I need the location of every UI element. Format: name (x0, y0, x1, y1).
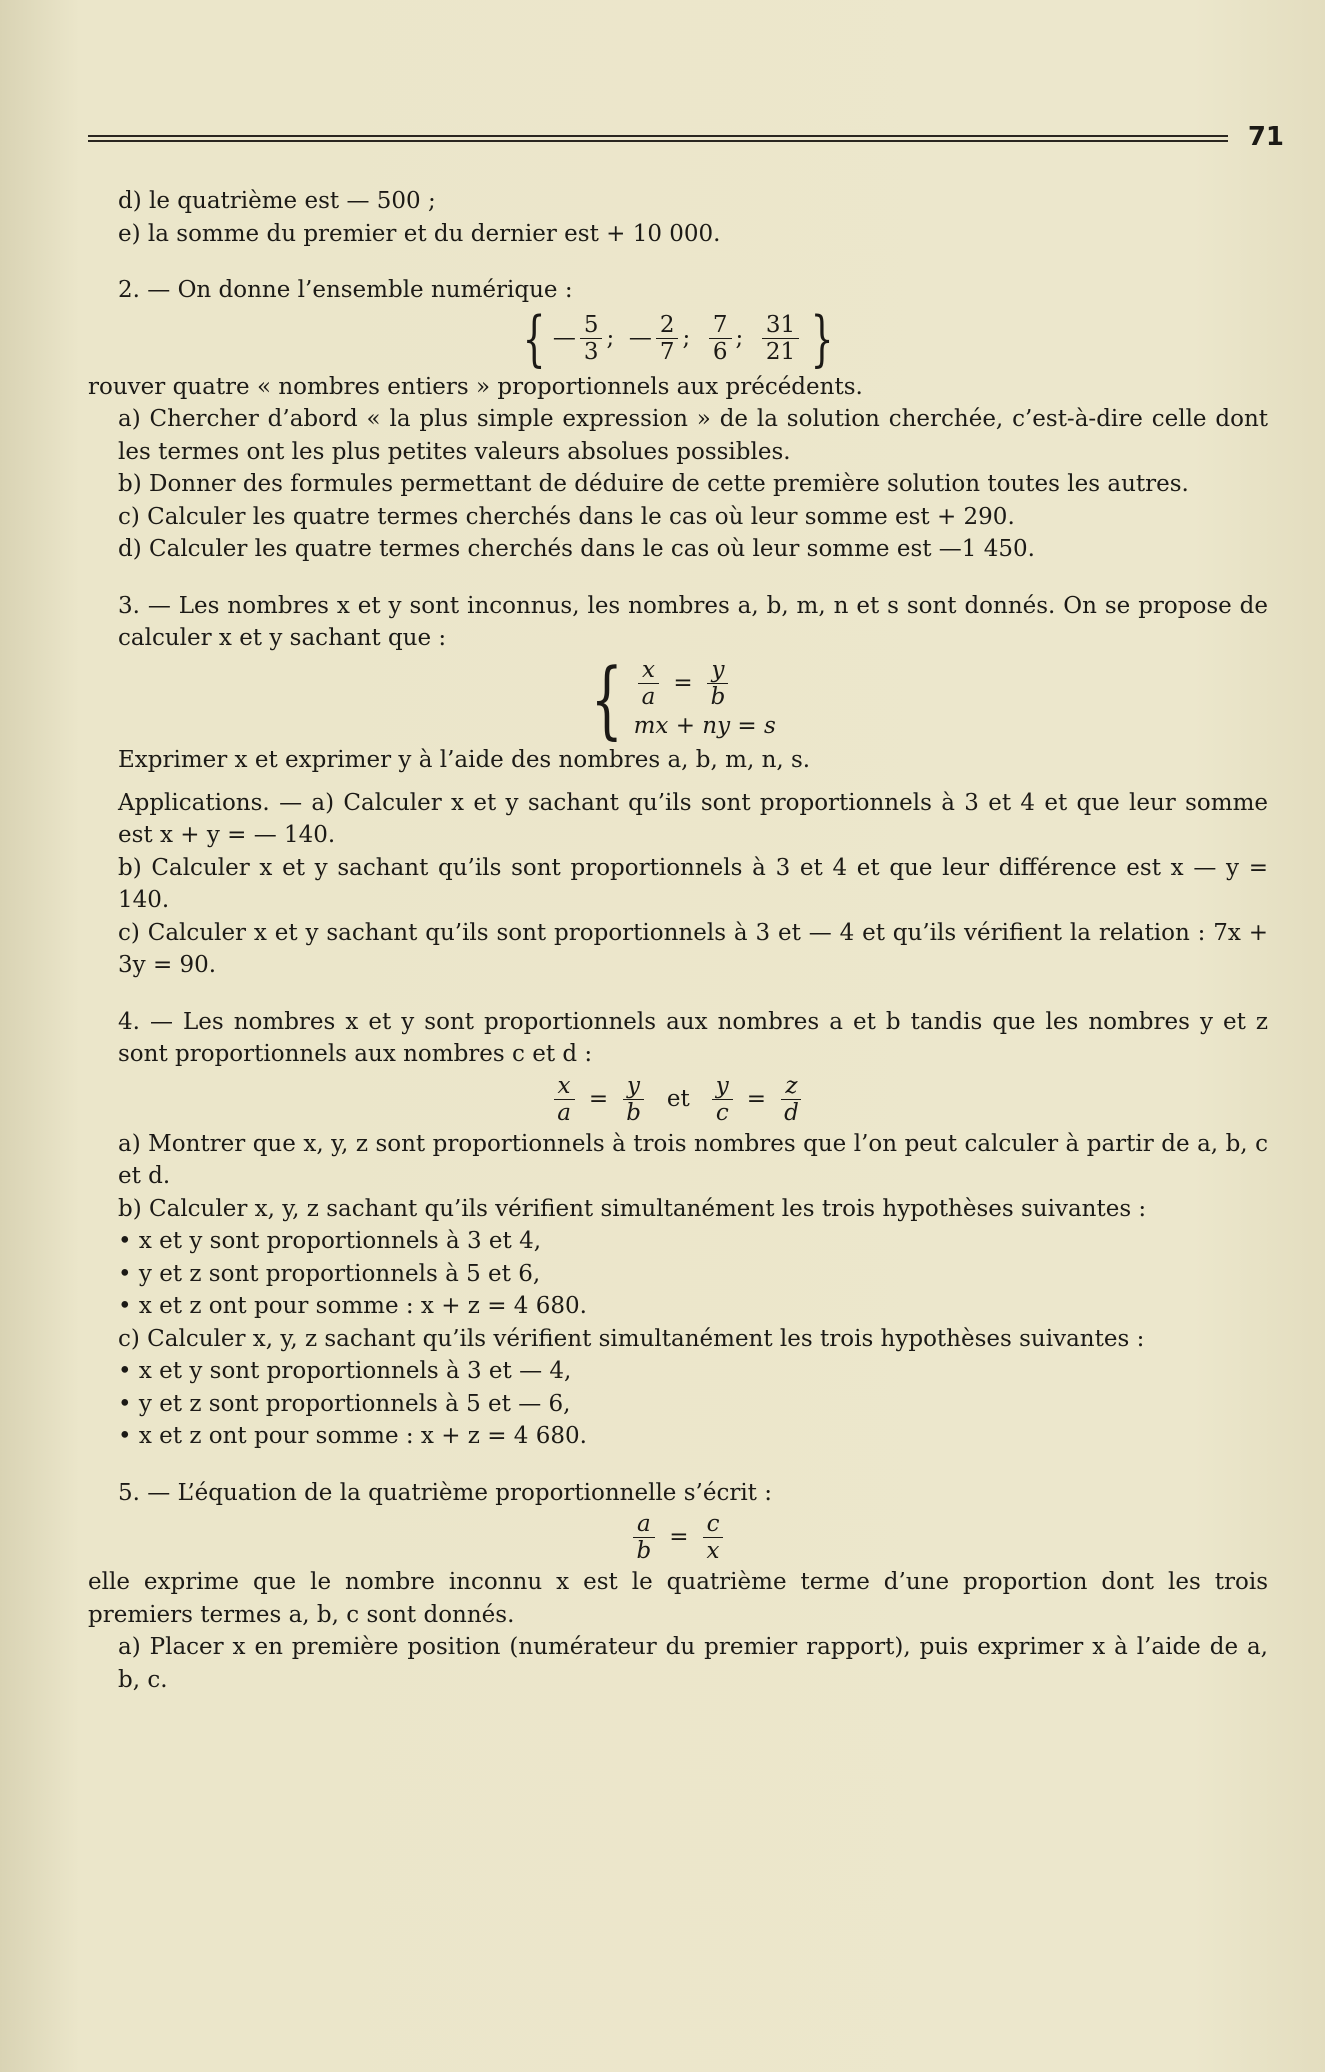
ex4-c-bullet-2: • y et z sont proportionnels à 5 et — 6, (88, 1388, 1268, 1421)
ex4-b-bullet-1: • x et y sont proportionnels à 3 et 4, (88, 1225, 1268, 1258)
sys-fraction-y-b: $\frac{y}{b}$ (707, 657, 730, 710)
fraction-z-d: $\frac{z}{d}$ (780, 1073, 803, 1126)
ex5-item-a: a) Placer x en première position (numérateur du premier rapport), puis exprimer x à l’aide de a, b, c. (118, 1634, 1268, 1693)
ex3-intro: 3. — Les nombres x et y sont inconnus, les nombres a, b, m, n et s sont donnés. On se propose de calculer x et y sachant que : (118, 592, 1268, 651)
ex3-application-c: c) Calculer x et y sachant qu’ils sont proportionnels à 3 et — 4 et qu’ils vérifient la relation : 7x + 3y = 90. (118, 919, 1268, 978)
set-fraction-2: $\frac{2}{7}$ (656, 312, 679, 365)
ex2-number-set: { — $\frac{5}{3}$ ; — $\frac{2}{7}$ ; $\frac{7}{6}$ ; $\frac{31}{21}$ } (522, 303, 834, 374)
ex1-item-e: e) la somme du premier et du dernier est + 10 000. (118, 220, 721, 247)
ex4-item-a: a) Montrer que x, y, z sont proportionnels à trois nombres que l’on peut calculer à partir de a, b, c et d. (118, 1130, 1268, 1189)
ex5-intro: 5. — L’équation de la quatrième proportionnelle s’écrit : (118, 1479, 772, 1506)
ex4-c-bullet-1: • x et y sont proportionnels à 3 et — 4, (88, 1355, 1268, 1388)
set-fraction-4: $\frac{31}{21}$ (762, 312, 799, 365)
ex2-item-b: b) Donner des formules permettant de déduire de cette première solution toutes les autres. (118, 471, 1189, 497)
system-brace: { (590, 650, 623, 749)
page-content (88, 185, 1268, 1696)
set-fraction-1: $\frac{5}{3}$ (580, 312, 603, 365)
ex3-application-a: Applications. — a) Calculer x et y sachant qu’ils sont proportionnels à 3 et 4 et que leur somme est x + y = — 140. (118, 789, 1268, 848)
ex2-item-d: d) Calculer les quatre termes cherchés dans le cas où leur somme est —1 450. (118, 536, 1035, 562)
fraction-y-b: $\frac{y}{b}$ (622, 1073, 645, 1126)
set-sign-1: — (552, 325, 576, 352)
ex3-express: Exprimer x et exprimer y à l’aide des nombres a, b, m, n, s. (118, 747, 811, 773)
set-sign-2: — (628, 325, 652, 352)
ex4-item-c: c) Calculer x, y, z sachant qu’ils vérifient simultanément les trois hypothèses suivantes : (118, 1325, 1145, 1352)
ex2-item-c: c) Calculer les quatre termes cherchés dans le cas où leur somme est + 290. (118, 503, 1015, 530)
fraction-x-a: $\frac{x}{a}$ (553, 1073, 575, 1126)
ex1-item-d: d) le quatrième est — 500 ; (118, 188, 436, 214)
ex4-intro: 4. — Les nombres x et y sont proportionnels aux nombres a et b tandis que les nombres y et z sont proportionnels aux nombres c et d : (118, 1008, 1268, 1067)
fraction-c-x: $\frac{c}{x}$ (703, 1511, 724, 1564)
set-fraction-3: $\frac{7}{6}$ (709, 312, 732, 365)
page-number: 71 (1247, 122, 1284, 152)
left-brace: { (522, 303, 546, 374)
ex3-application-b: b) Calculer x et y sachant qu’ils sont proportionnels à 3 et 4 et que leur différence est x — y = 140. (118, 854, 1268, 913)
header-rule (88, 135, 1228, 142)
ex2-line1: rouver quatre « nombres entiers » proportionnels aux précédents. (88, 373, 863, 400)
sys-fraction-x-a: $\frac{x}{a}$ (638, 657, 660, 710)
ex4-proportions: $\frac{x}{a}$ = $\frac{y}{b}$ et $\frac{y}{c}$ = $\frac{z}{d}$ (88, 1073, 1268, 1126)
ex2-intro: 2. — On donne l’ensemble numérique : (118, 277, 573, 303)
ex2-item-a: a) Chercher d’abord « la plus simple expression » de la solution cherchée, c’est-à-dire celle dont les termes ont les plus petites valeurs absolues possibles. (118, 406, 1268, 465)
ex5-equation: $\frac{a}{b}$ = $\frac{c}{x}$ (88, 1511, 1268, 1564)
et-word: et (666, 1085, 690, 1112)
fraction-a-b: $\frac{a}{b}$ (633, 1511, 656, 1564)
page-header (88, 124, 1284, 154)
ex4-item-b: b) Calculer x, y, z sachant qu’ils vérifient simultanément les trois hypothèses suivantes : (118, 1195, 1147, 1222)
ex4-b-bullet-3: • x et z ont pour somme : x + z = 4 680. (88, 1290, 1268, 1323)
ex4-c-bullet-3: • x et z ont pour somme : x + z = 4 680. (88, 1420, 1268, 1453)
fraction-y-c: $\frac{y}{c}$ (712, 1073, 733, 1126)
right-brace: } (810, 303, 834, 374)
ex5-text: elle exprime que le nombre inconnu x est le quatrième terme d’une proportion dont les trois premiers termes a, b, c sont donnés. (88, 1569, 1268, 1628)
sys-equation-2: mx + ny = s (633, 712, 776, 739)
ex3-system: { $\frac{x}{a}$ = $\frac{y}{b}$ mx + ny = s (590, 650, 776, 749)
ex4-b-bullet-2: • y et z sont proportionnels à 5 et 6, (88, 1258, 1268, 1291)
